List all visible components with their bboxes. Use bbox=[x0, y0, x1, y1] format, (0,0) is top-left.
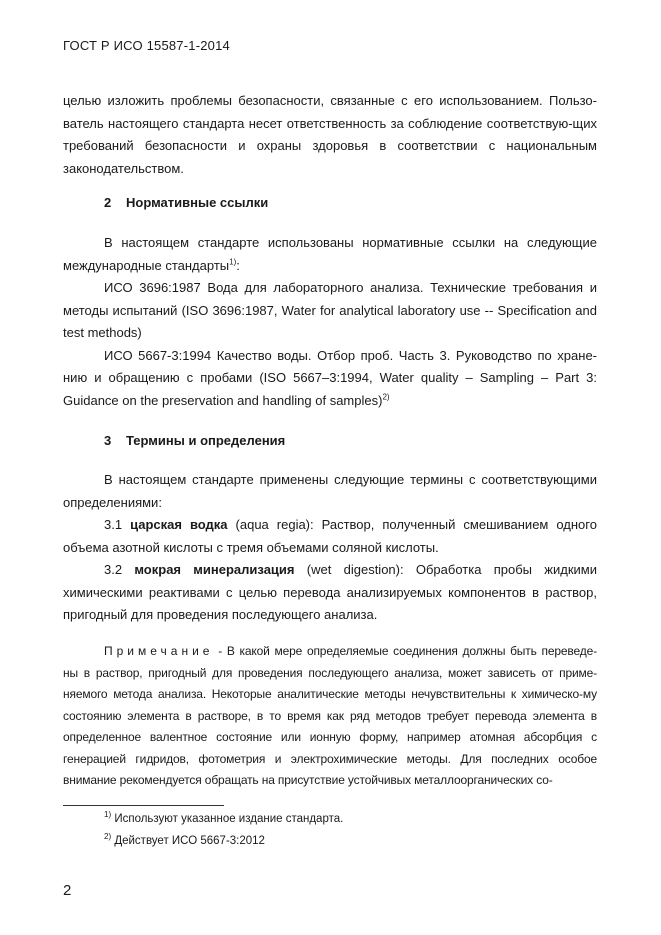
term-3-1-term: царская водка bbox=[130, 517, 228, 532]
footnote-ref-2: 2) bbox=[382, 392, 390, 402]
note-text: - В какой мере определяемые соединения должны быть переведе-ны в раствор, пригодный для проведения последующего анализа, может зависеть от приме-няемого метода анализа. Некоторые аналитические методы нечувствительны к химическо-му состоянию элемента в растворе, в то время как ряд методов требует перевода элемента в определенное валентное состояние или ионную форму, например атомная абсорбция с генерацией гидридов, фотометрия и электрохимические методы. Для последних особое внимание рекомендуется обращать на присутствие устойчивых металлоорганических со- bbox=[63, 644, 597, 787]
section-2-body bbox=[63, 232, 597, 412]
section-2-heading bbox=[104, 195, 268, 210]
note-paragraph bbox=[63, 641, 597, 792]
footnote-1-mark: 1) bbox=[104, 810, 112, 820]
term-3-1-definition: (aqua regia): Раствор, полученный смешиванием одного объема азотной кислоты с тремя объемами соляной кислоты. bbox=[63, 517, 597, 555]
section-3-number: 3 bbox=[104, 433, 112, 448]
footnote-2-text: Действует ИСО 5667-3:2012 bbox=[114, 835, 265, 847]
footnote-2-mark: 2) bbox=[104, 832, 112, 842]
note-label: Примечание bbox=[104, 644, 214, 658]
section-2-title: Нормативные ссылки bbox=[126, 195, 269, 210]
section-2-lead-end: : bbox=[236, 257, 240, 273]
section-3-lead: В настоящем стандарте применены следующие термины с соответствующими определениями: bbox=[63, 472, 597, 510]
footnote-1-text: Используют указанное издание стандарта. bbox=[114, 813, 344, 825]
intro-paragraph bbox=[63, 90, 597, 180]
term-3-1 bbox=[63, 514, 597, 559]
reference-iso-5667 bbox=[63, 345, 597, 413]
term-3-2-number: 3.2 bbox=[104, 562, 123, 577]
note-block bbox=[63, 641, 597, 792]
page-number: 2 bbox=[63, 882, 72, 899]
term-3-2 bbox=[63, 559, 597, 627]
footnote-ref-1: 1) bbox=[229, 257, 237, 267]
reference-iso-5667-text: ИСО 5667-3:1994 Качество воды. Отбор проб. Часть 3. Руководство по хране-нию и обращению с пробами (ISO 5667–3:1994, Water quality – Sampling – Part 3: Guidance on the preservation and handling of samples) bbox=[63, 347, 597, 408]
section-2-number: 2 bbox=[104, 195, 112, 210]
term-3-2-term: мокрая минерализация bbox=[134, 562, 295, 577]
footnote-1 bbox=[104, 810, 344, 825]
section-2-lead bbox=[63, 232, 597, 277]
reference-iso-3696: ИСО 3696:1987 Вода для лабораторного анализа. Технические требования и методы испытаний (ISO 3696:1987, Water for analytical laboratory use -- Specification and test methods) bbox=[63, 280, 597, 340]
section-3-body bbox=[63, 469, 597, 627]
section-3-title: Термины и определения bbox=[126, 433, 286, 448]
term-3-1-number: 3.1 bbox=[104, 517, 123, 532]
footnote-2 bbox=[104, 832, 265, 847]
document-header: ГОСТ Р ИСО 15587-1-2014 bbox=[63, 38, 230, 53]
section-2-lead-text: В настоящем стандарте использованы нормативные ссылки на следующие международные стандарты bbox=[63, 235, 597, 273]
intro-text: целью изложить проблемы безопасности, связанные с его использованием. Пользо-ватель настоящего стандарта несет ответственность за соблюдение соответствую-щих требований безопасности и охраны здоровья в соответствии с национальным законодательством. bbox=[63, 93, 597, 176]
section-3-heading bbox=[104, 433, 285, 448]
term-3-2-definition: (wet digestion): Обработка пробы жидкими химическими реактивами с целью перевода анализируемых компонентов в раствор, пригодный для проведения последующего анализа. bbox=[63, 562, 597, 622]
footnote-divider bbox=[63, 805, 224, 806]
